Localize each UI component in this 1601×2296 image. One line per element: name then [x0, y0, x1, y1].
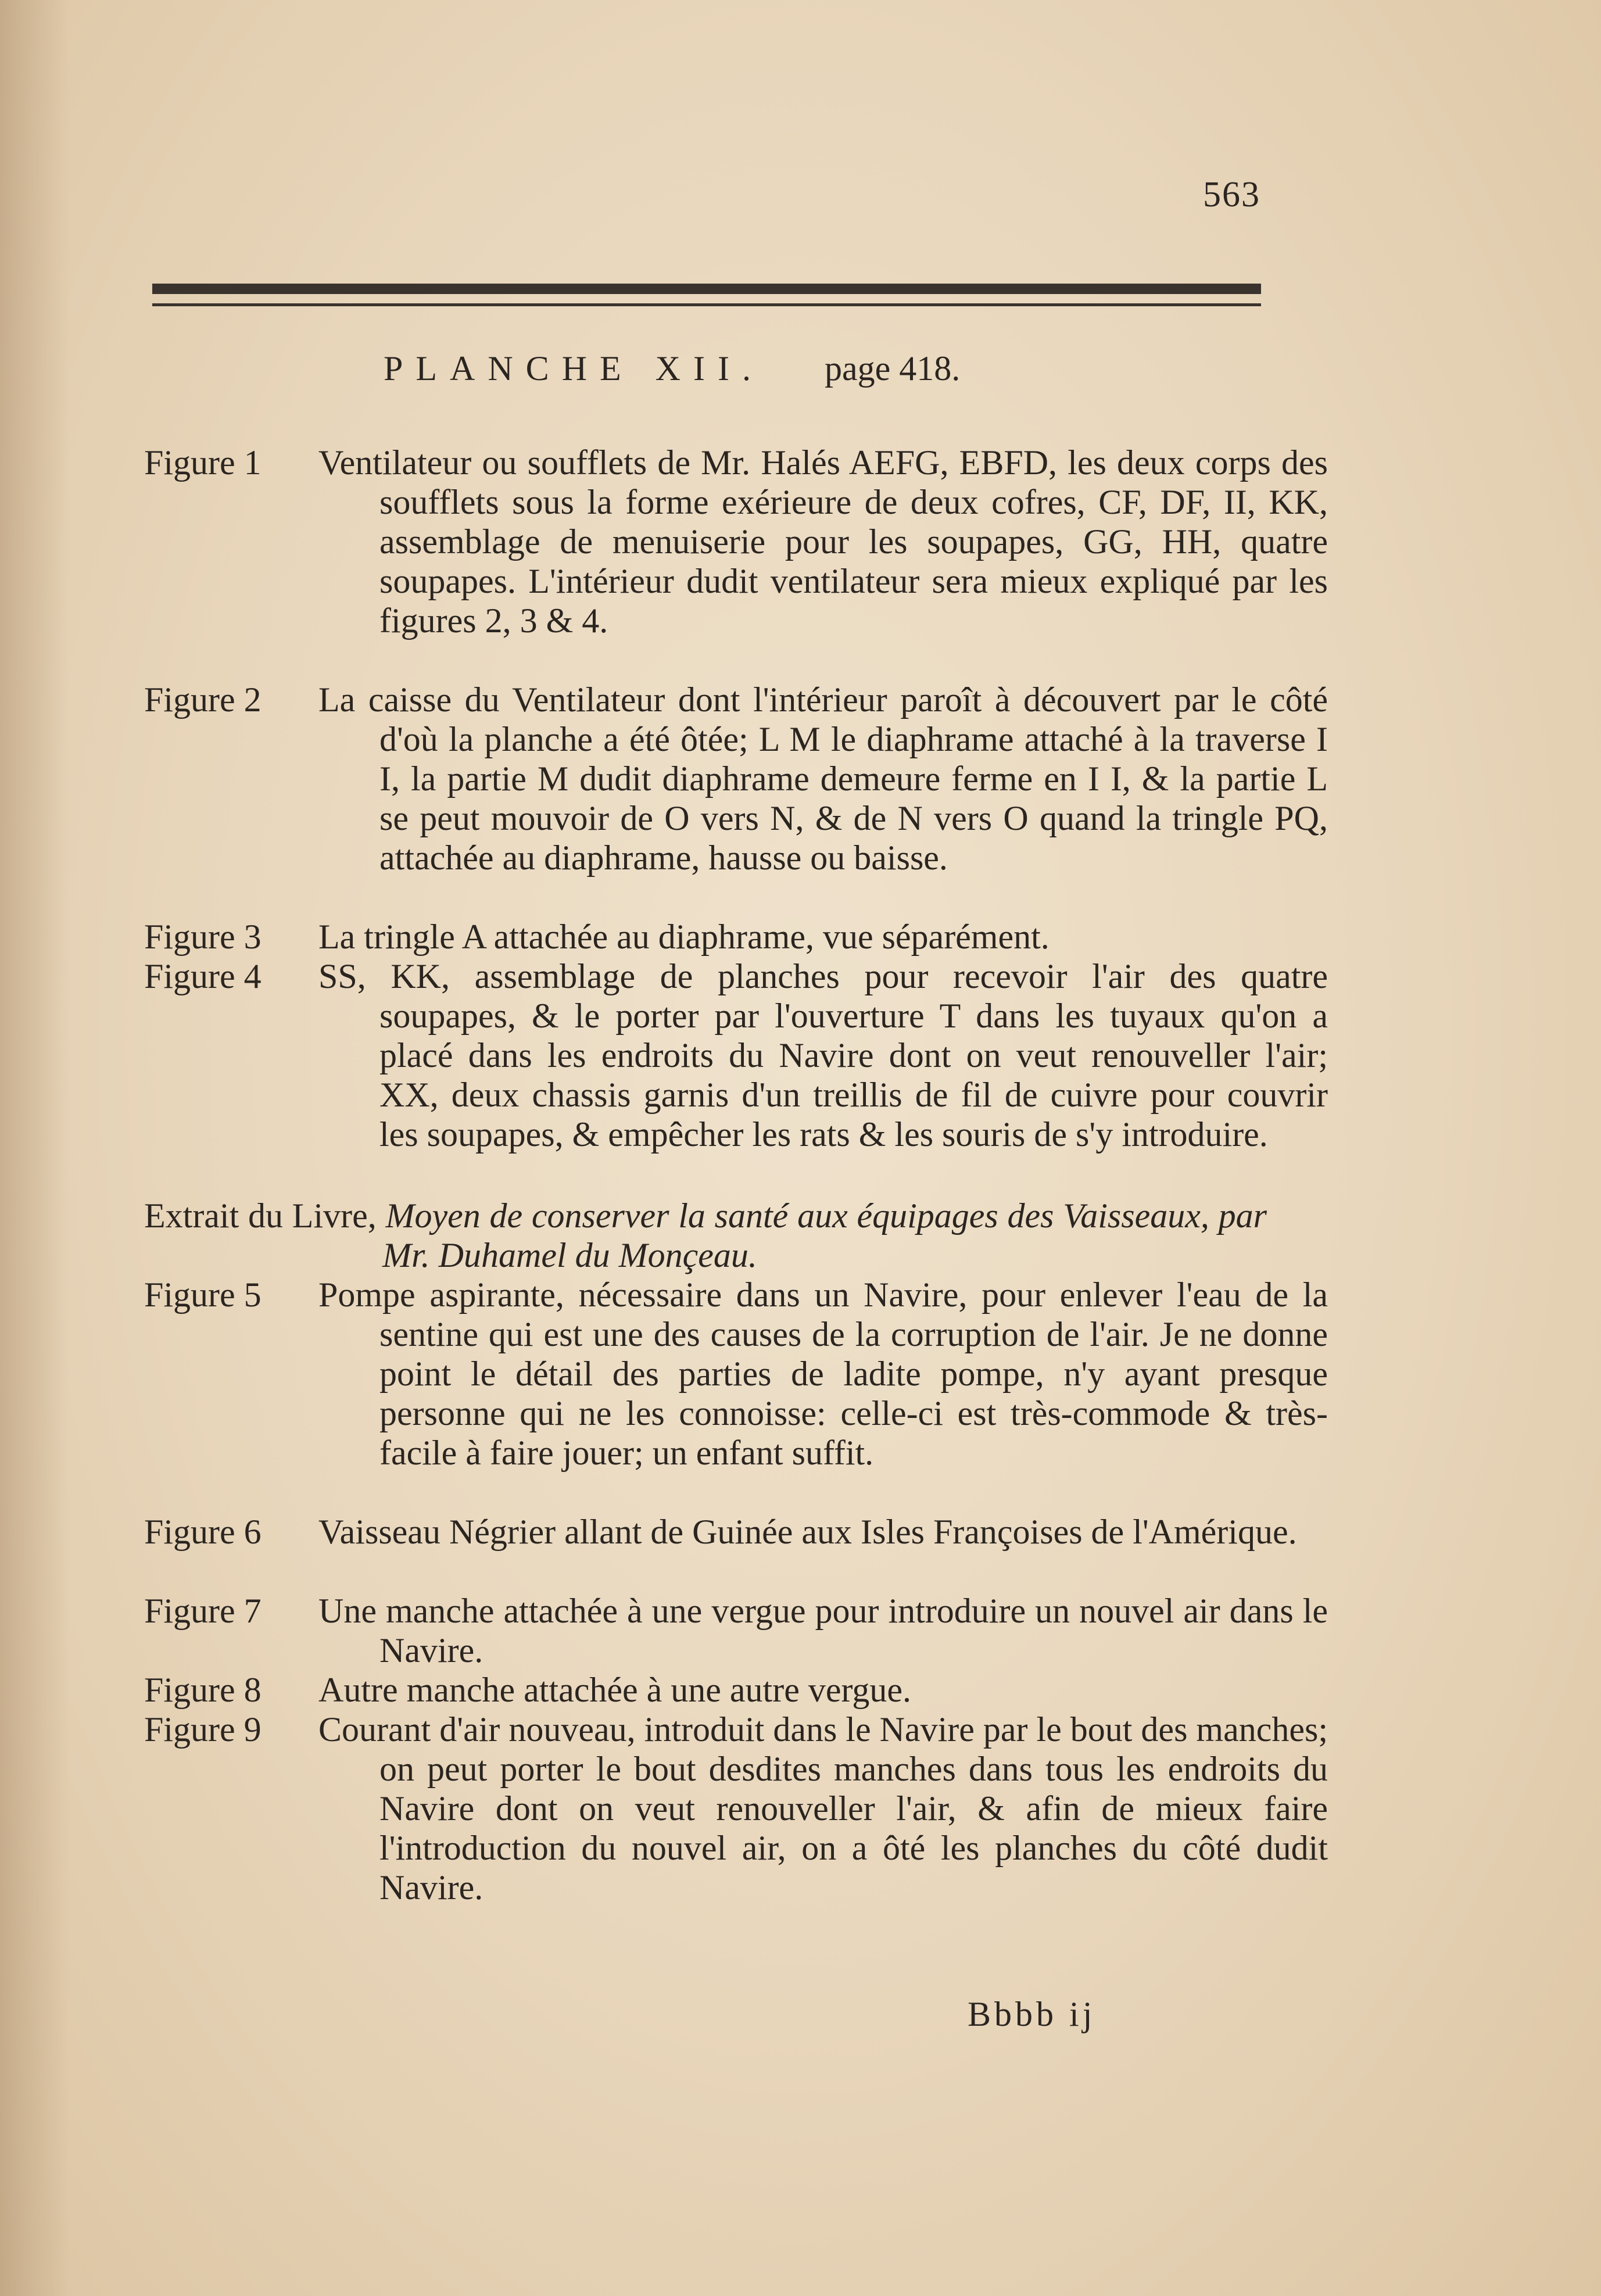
figure-description: SS, KK, assemblage de planches pour recevoir l'air des quatre soupapes, & le porter par l'ouverture T dans les tuyaux qu'on a placé dans les endroits du Navire dont on veut renouveller l'air; XX, deux chassis garnis d'un treillis de fil de cuivre pour couvrir les soupapes, & empêcher les rats & les souris de s'y introduire.	[318, 957, 1328, 1154]
book-extract-note	[144, 1196, 1267, 1275]
page-number: 563	[1203, 175, 1260, 214]
figure-label: Figure 4	[144, 957, 262, 995]
figure-description: Courant d'air nouveau, introduit dans le Navire par le bout des manches; on peut porter le bout desdites manches dans tous les endroits du Navire dont on veut renouveller l'air, & afin de mieux faire l'introduction du nouvel air, on a ôté les planches du côté dudit Navire.	[318, 1710, 1328, 1907]
printer-signature-mark: Bbbb ij	[968, 1995, 1096, 2033]
page-edge-stain	[0, 0, 70, 2296]
figure-label: Figure 8	[144, 1671, 262, 1709]
plate-title: PLANCHE XII.	[384, 349, 764, 388]
plate-header	[384, 349, 960, 395]
extract-lead: Extrait du Livre,	[144, 1197, 377, 1235]
figure-label: Figure 1	[144, 443, 262, 482]
header-rule-thick	[152, 284, 1261, 294]
page-reference: page 418.	[824, 349, 961, 388]
figure-description: La tringle A attachée au diaphrame, vue séparément.	[318, 918, 1050, 956]
figure-label: Figure 3	[144, 918, 262, 956]
header-rule-thin	[152, 303, 1261, 306]
figure-label: Figure 9	[144, 1710, 262, 1749]
figure-description: Une manche attachée à une vergue pour introduire un nouvel air dans le Navire.	[318, 1592, 1328, 1670]
figure-description: Autre manche attachée à une autre vergue.	[318, 1671, 911, 1709]
figure-description: La caisse du Ventilateur dont l'intérieur paroît à découvert par le côté d'où la planche a été ôtée; L M le diaphrame attaché à la traverse I I, la partie M dudit diaphrame demeure ferme en I I, & la partie L se peut mouvoir de O vers N, & de N vers O quand la tringle PQ, attachée au diaphrame, hausse ou baisse.	[318, 680, 1328, 877]
figure-description: Pompe aspirante, nécessaire dans un Navire, pour enlever l'eau de la sentine qui est une des causes de la corruption de l'air. Je ne donne point le détail des parties de ladite pompe, n'y ayant presque personne qui ne les connoisse: celle-ci est très-commode & très-facile à faire jouer; un enfant suffit.	[318, 1276, 1328, 1472]
figure-label: Figure 6	[144, 1513, 262, 1551]
figure-label: Figure 2	[144, 680, 262, 719]
figure-description: Ventilateur ou soufflets de Mr. Halés AEFG, EBFD, les deux corps des soufflets sous la forme exérieure de deux cofres, CF, DF, II, KK, assemblage de menuiserie pour les soupapes, GG, HH, quatre soupapes. L'intérieur dudit ventilateur sera mieux expliqué par les figures 2, 3 & 4.	[318, 443, 1328, 640]
figure-label: Figure 7	[144, 1592, 262, 1630]
extract-book-title: Moyen de conserver la santé aux équipages des Vaisseaux, par Mr. Duhamel du Monçeau.	[382, 1197, 1267, 1274]
figure-description: Vaisseau Négrier allant de Guinée aux Isles Françoises de l'Amérique.	[318, 1513, 1297, 1551]
figure-label: Figure 5	[144, 1276, 262, 1314]
